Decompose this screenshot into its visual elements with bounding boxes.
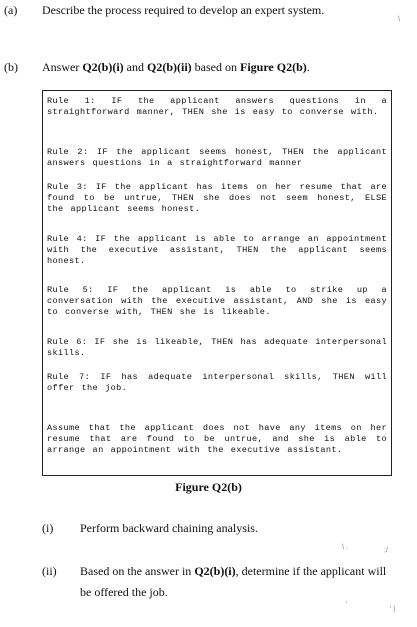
question-text: , determine if the applicant will	[235, 564, 387, 578]
rule-2: Rule 2: IF the applicant seems honest, THEN the applicant answers questions in a straightforward manner	[47, 147, 387, 168]
margin-mark: ;/	[384, 547, 388, 554]
instruction-text: and	[123, 60, 147, 74]
section-a-label: (a)	[4, 3, 18, 17]
figure-q2b-box	[42, 90, 392, 476]
ref-q2bi: Q2(b)(i)	[82, 60, 124, 74]
sub-i-question: Perform backward chaining analysis.	[80, 521, 258, 535]
question-text: Based on the answer in	[80, 564, 195, 578]
margin-mark: '	[346, 601, 348, 608]
sub-ii-question-line1	[80, 564, 386, 578]
rule-5: Rule 5: IF the applicant is able to strike up a conversation with the executive assistant, AND she is easy to converse with, THEN she is likeable.	[47, 285, 387, 317]
rule-6: Rule 6: IF she is likeable, THEN has adequate interpersonal skills.	[47, 337, 387, 358]
sub-ii-question-line2: be offered the job.	[80, 585, 168, 599]
section-a-question: Describe the process required to develop an expert system.	[42, 3, 325, 17]
assumption-text: Assume that the applicant does not have any items on her resume that are found to be untrue, and she is able to arrange an appointment with the executive assistant.	[47, 423, 387, 455]
rule-7: Rule 7: IF has adequate interpersonal skills, THEN will offer the job.	[47, 372, 387, 393]
figure-reference: Figure Q2(b)	[239, 60, 307, 74]
margin-mark: ' |	[390, 606, 396, 613]
ref-q2bi: Q2(b)(i)	[194, 564, 236, 578]
instruction-text: Answer	[42, 60, 83, 74]
figure-caption: Figure Q2(b)	[175, 480, 242, 494]
section-b-instruction	[42, 60, 310, 74]
section-b-label: (b)	[4, 60, 18, 74]
ref-q2bii: Q2(b)(ii)	[146, 60, 192, 74]
instruction-text: .	[306, 60, 310, 74]
instruction-text: based on	[191, 60, 240, 74]
sub-ii-label: (ii)	[42, 564, 57, 578]
sub-i-label: (i)	[42, 521, 54, 535]
margin-mark: \	[398, 16, 400, 23]
rule-4: Rule 4: IF the applicant is able to arrange an appointment with the executive assistant, THEN the applicant seems honest.	[47, 234, 387, 266]
margin-mark: \ .	[342, 544, 348, 551]
rule-3: Rule 3: IF the applicant has items on her resume that are found to be untrue, THEN she does not seem honest, ELSE the applicant seems honest.	[47, 182, 387, 214]
rule-1: Rule 1: IF the applicant answers questions in a straightforward manner, THEN she is easy to converse with.	[47, 96, 387, 117]
